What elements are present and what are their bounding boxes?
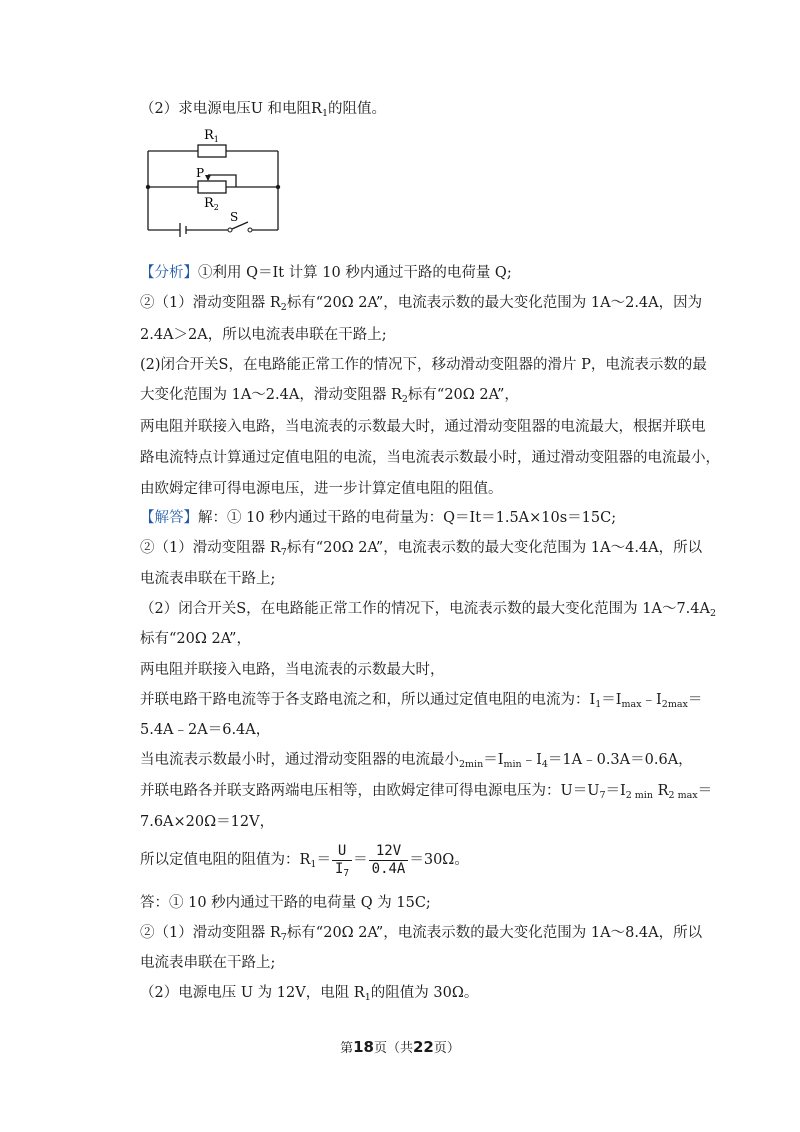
solution-line-5: 标有“20Ω 2A”，	[140, 631, 251, 647]
analysis-line-4: (2)闭合开关S，在电路能正常工作的情况下，移动滑动变阻器的滑片 P，电流表示数的最	[140, 357, 707, 373]
solution-line-9: 当电流表示数最小时，通过滑动变阻器的电流最小$_{2min}=I_{min}﹣I_4=1A﹣0.3A=0.6A$，	[140, 752, 693, 770]
answer-line-4: （2）电源电压 U 为 12V，电阻 $R_1$的阻值为 30Ω。	[140, 985, 479, 1003]
switch-s-label: S	[230, 210, 239, 224]
solution-line-8: 5.4A﹣2A＝6.4A，	[140, 722, 271, 738]
answer-line-3: 电流表串联在干路上;	[140, 955, 276, 971]
solution-line-1: 【解答】解：① 10 秒内通过干路的电荷量为：Q＝It＝1.5A×10s＝15C;	[140, 510, 617, 526]
solution-line-2: ②（1）滑动变阻器 $R_7$标有“20Ω 2A”，电流表示数的最大变化范围为 1A～4.4A，所以	[140, 540, 703, 558]
analysis-tag: 【分析】	[140, 265, 198, 281]
analysis-line-2: ②（1）滑动变阻器 $R_2$标有“20Ω 2A”，电流表示数的最大变化范围为 1A～2.4A，因为	[140, 295, 703, 313]
solution-formula-line: 所以定值电阻的阻值为：$R_1=$ $\frac{U}{I_7}$ ＝ $\frac{12V}{0.4A}$ ＝30Ω。	[140, 842, 469, 879]
solution-line-7: 并联电路干路电流等于各支路电流之和，所以通过定值电阻的电流为：$I_1=I_{max}﹣I_{2max}=$	[140, 692, 703, 710]
analysis-line-1: 【分析】①利用 Q＝It 计算 10 秒内通过干路的电荷量 Q;	[140, 265, 512, 281]
page-number-footer: 第18页（共22页）	[340, 1038, 460, 1056]
question-line: （2）求电源电压U 和电阻$R_1$的阻值。	[140, 101, 387, 119]
analysis-line-3: 2.4A＞2A，所以电流表串联在干路上;	[140, 327, 387, 343]
analysis-line-8: 由欧姆定律可得电源电压，进一步计算定值电阻的阻值。	[140, 481, 503, 497]
fraction-values: $\frac{12V}{0.4A}$	[369, 843, 409, 878]
analysis-line-7: 路电流特点计算通过定值电阻的电流，当电流表示数最小时，通过滑动变阻器的电流最小，	[140, 450, 720, 466]
answer-line-1: 答：① 10 秒内通过干路的电荷量 Q 为 15C;	[140, 895, 431, 911]
fraction-u-over-i: $\frac{U}{I_7}$	[332, 843, 352, 878]
circuit-diagram	[140, 123, 290, 238]
solution-line-4: （2）闭合开关S，在电路能正常工作的情况下，电流表示数的最大变化范围为 $1A\sim 7.4A_2$	[140, 601, 717, 619]
slider-p-label: P	[196, 166, 205, 180]
r2-label: $R_2$	[204, 196, 219, 212]
solution-line-3: 电流表串联在干路上;	[140, 571, 276, 587]
analysis-line-5: 大变化范围为 1A～2.4A，滑动变阻器 $R_2$标有“20Ω 2A”，	[140, 387, 519, 405]
solution-line-10: 并联电路各并联支路两端电压相等，由欧姆定律可得电源电压为：$U=U_7=I_{2 min}$ $R_{2 max}=$	[140, 783, 713, 801]
r1-label: $R_1$	[204, 128, 219, 144]
solution-tag: 【解答】	[140, 510, 198, 526]
solution-line-11: 7.6A×20Ω＝12V，	[140, 814, 275, 830]
answer-line-2: ②（1）滑动变阻器 $R_7$标有“20Ω 2A”，电流表示数的最大变化范围为 1A～8.4A，所以	[140, 925, 703, 943]
analysis-line-6: 两电阻并联接入电路，当电流表的示数最大时，通过滑动变阻器的电流最大，根据并联电	[140, 419, 706, 435]
solution-line-6: 两电阻并联接入电路，当电流表的示数最大时，	[140, 662, 445, 678]
